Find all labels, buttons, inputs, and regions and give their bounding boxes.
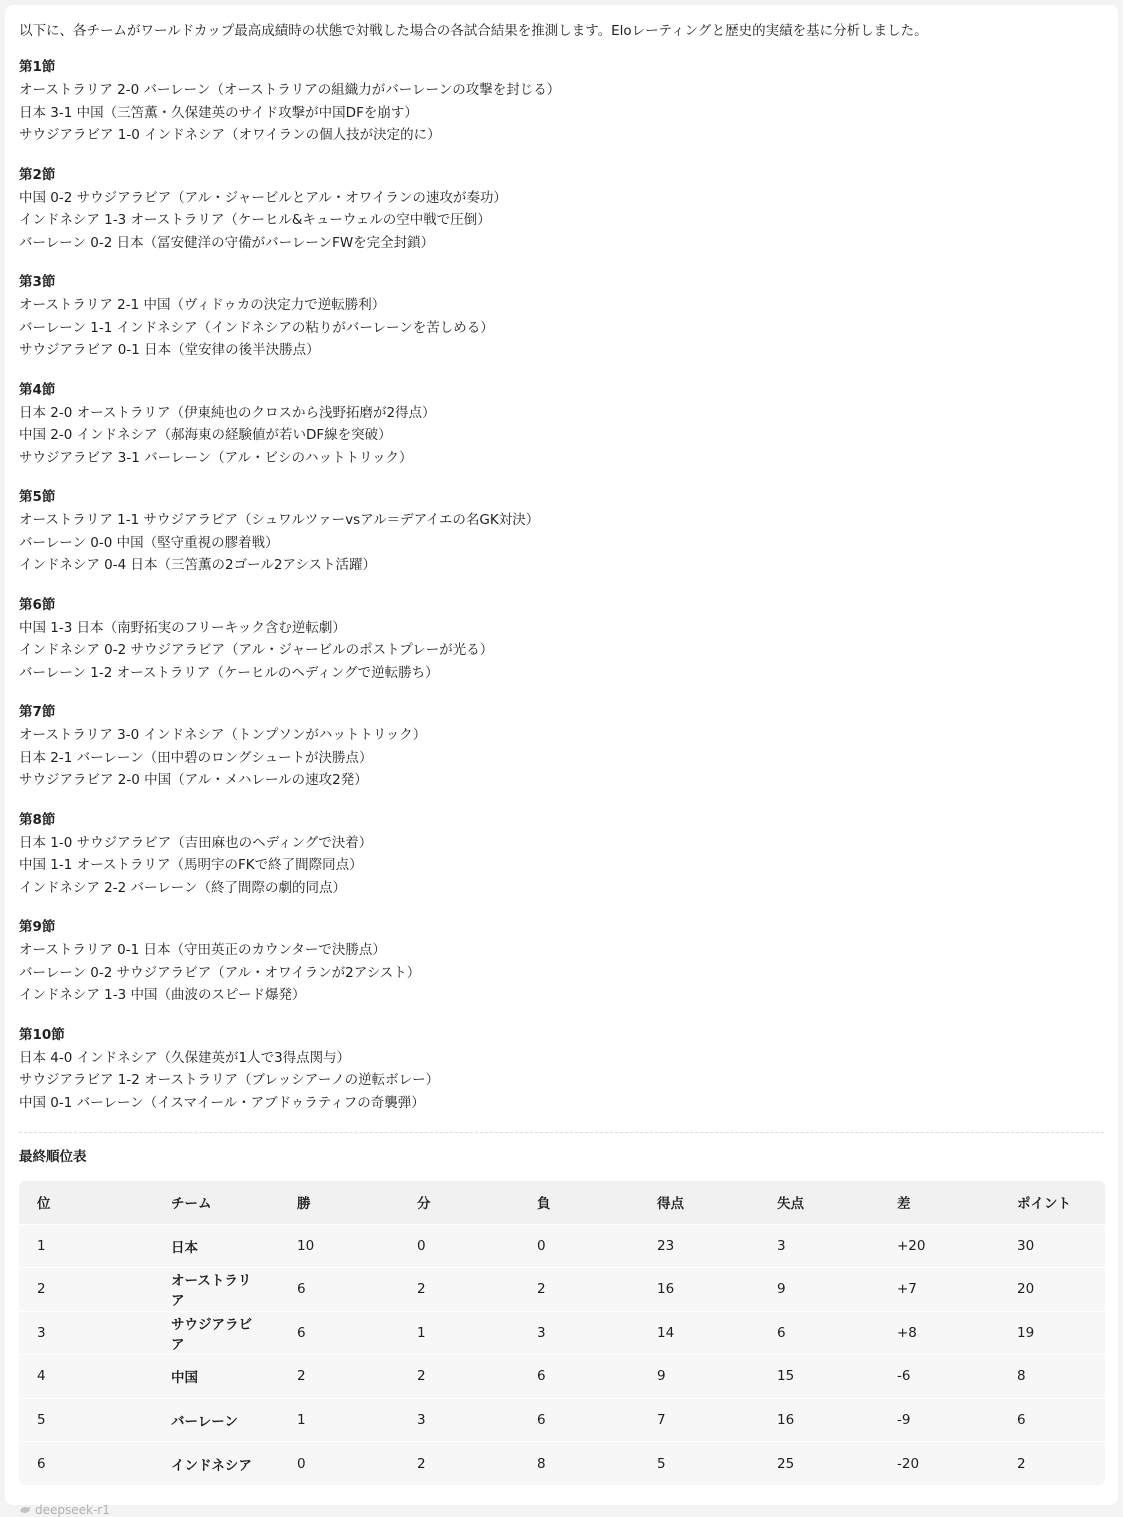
- table-cell: -6: [879, 1355, 999, 1399]
- standings-table: [19, 1181, 1105, 1485]
- table-row: [19, 1268, 1105, 1312]
- table-cell: +20: [879, 1224, 999, 1268]
- table-cell: 30: [999, 1224, 1105, 1268]
- table-cell: 1: [19, 1224, 153, 1268]
- table-cell: 3: [519, 1311, 639, 1355]
- match-result: 日本 1-0 サウジアラビア（吉田麻也のヘディングで決着）: [19, 834, 373, 851]
- table-cell: -9: [879, 1398, 999, 1442]
- match-result: オーストラリア 3-0 インドネシア（トンプソンがハットトリック）: [19, 727, 427, 743]
- table-row: [19, 1442, 1105, 1486]
- match-result: インドネシア 1-3 オーストラリア（ケーヒル&キューウェルの空中戦で圧倒）: [19, 212, 491, 228]
- table-cell: 6: [279, 1268, 399, 1312]
- table-cell: 0: [399, 1224, 519, 1268]
- match-result: バーレーン 0-0 中国（堅守重視の膠着戦）: [19, 534, 279, 551]
- column-header: チーム: [153, 1181, 279, 1224]
- team-name-cell: 日本: [153, 1224, 279, 1268]
- table-cell: 6: [19, 1442, 153, 1486]
- match-result: サウジアラビア 1-0 インドネシア（オワイランの個人技が決定的に）: [19, 127, 441, 143]
- match-result: サウジアラビア 1-2 オーストラリア（ブレッシアーノの逆転ボレー）: [19, 1072, 440, 1088]
- divider: [19, 1132, 1104, 1133]
- match-result: オーストラリア 2-0 バーレーン（オーストラリアの組織力がバーレーンの攻撃を封じる）: [19, 82, 561, 98]
- table-cell: 16: [639, 1268, 759, 1312]
- table-cell: 4: [19, 1355, 153, 1399]
- table-cell: 3: [759, 1224, 879, 1268]
- table-cell: 1: [399, 1311, 519, 1355]
- column-header: ポイント: [999, 1181, 1105, 1224]
- round-block: [19, 165, 1104, 255]
- round-block: [19, 380, 1104, 470]
- match-result: 日本 2-1 バーレーン（田中碧のロングシュートが決勝点）: [19, 749, 373, 766]
- round-title: 第3節: [19, 274, 56, 290]
- table-cell: 9: [639, 1355, 759, 1399]
- table-cell: 14: [639, 1311, 759, 1355]
- table-cell: 3: [19, 1311, 153, 1355]
- match-result: 中国 0-2 サウジアラビア（アル・ジャービルとアル・オワイランの速攻が奏功）: [19, 189, 507, 206]
- table-header-row: [19, 1181, 1105, 1224]
- table-cell: 1: [279, 1398, 399, 1442]
- table-cell: 2: [19, 1268, 153, 1312]
- table-row: [19, 1311, 1105, 1355]
- round-block: [19, 702, 1104, 792]
- table-cell: 2: [399, 1442, 519, 1486]
- table-body: [19, 1224, 1105, 1485]
- match-result: 中国 0-1 バーレーン（イスマイール・アブドゥラティフの奇襲弾）: [19, 1094, 425, 1111]
- team-name-cell: オーストラリア: [153, 1268, 279, 1312]
- table-cell: 2: [519, 1268, 639, 1312]
- round-title: 第5節: [19, 489, 56, 505]
- table-row: [19, 1398, 1105, 1442]
- round-title: 第6節: [19, 596, 56, 613]
- match-result: バーレーン 0-2 日本（冨安健洋の守備がバーレーンFWを完全封鎖）: [19, 234, 435, 251]
- match-result: 日本 3-1 中国（三笘薫・久保建英のサイド攻撃が中国DFを崩す）: [19, 104, 418, 121]
- match-result: バーレーン 1-2 オーストラリア（ケーヒルのヘディングで逆転勝ち）: [19, 664, 439, 681]
- round-block: [19, 272, 1104, 362]
- match-result: サウジアラビア 2-0 中国（アル・メハレールの速攻2発）: [19, 772, 368, 788]
- column-header: 勝: [279, 1181, 399, 1224]
- match-result: インドネシア 0-4 日本（三笘薫の2ゴール2アシスト活躍）: [19, 557, 376, 573]
- table-cell: 6: [519, 1355, 639, 1399]
- round-block: [19, 595, 1104, 685]
- match-result: 中国 1-1 オーストラリア（馬明宇のFKで終了間際同点）: [19, 857, 363, 873]
- round-title: 第4節: [19, 381, 56, 398]
- match-result: 中国 2-0 インドネシア（郝海東の経験値が若いDF線を突破）: [19, 427, 392, 443]
- table-cell: 2: [279, 1355, 399, 1399]
- column-header: 差: [879, 1181, 999, 1224]
- match-result: 中国 1-3 日本（南野拓実のフリーキック含む逆転劇）: [19, 619, 346, 636]
- table-cell: 25: [759, 1442, 879, 1486]
- round-title: 第8節: [19, 811, 56, 828]
- round-block: [19, 1025, 1104, 1115]
- team-name-cell: バーレーン: [153, 1398, 279, 1442]
- round-title: 第1節: [19, 59, 56, 75]
- match-result: サウジアラビア 3-1 バーレーン（アル・ビシのハットトリック）: [19, 449, 413, 466]
- column-header: 負: [519, 1181, 639, 1224]
- match-result: インドネシア 2-2 バーレーン（終了間際の劇的同点）: [19, 879, 346, 896]
- match-result: インドネシア 0-2 サウジアラビア（アル・ジャービルのポストプレーが光る）: [19, 642, 494, 658]
- table-cell: 6: [279, 1311, 399, 1355]
- table-cell: 2: [999, 1442, 1105, 1486]
- whale-icon: [19, 1504, 31, 1516]
- table-cell: 15: [759, 1355, 879, 1399]
- table-cell: +7: [879, 1268, 999, 1312]
- match-result: サウジアラビア 0-1 日本（堂安律の後半決勝点）: [19, 342, 320, 358]
- match-result: オーストラリア 2-1 中国（ヴィドゥカの決定力で逆転勝利）: [19, 297, 386, 313]
- table-cell: 10: [279, 1224, 399, 1268]
- round-title: 第10節: [19, 1026, 65, 1043]
- table-cell: 6: [759, 1311, 879, 1355]
- table-cell: 9: [759, 1268, 879, 1312]
- match-result: インドネシア 1-3 中国（曲波のスピード爆発）: [19, 987, 306, 1003]
- table-cell: 20: [999, 1268, 1105, 1312]
- table-cell: 6: [999, 1398, 1105, 1442]
- model-footer: [19, 1503, 1104, 1517]
- table-cell: 8: [999, 1355, 1105, 1399]
- match-result: バーレーン 1-1 インドネシア（インドネシアの粘りがバーレーンを苦しめる）: [19, 319, 494, 336]
- round-title: 第7節: [19, 704, 56, 720]
- table-cell: 6: [519, 1398, 639, 1442]
- table-cell: 19: [999, 1311, 1105, 1355]
- table-cell: 23: [639, 1224, 759, 1268]
- response-card: [5, 5, 1118, 1517]
- table-cell: 2: [399, 1268, 519, 1312]
- table-cell: 5: [639, 1442, 759, 1486]
- team-name-cell: サウジアラビア: [153, 1311, 279, 1355]
- match-result: バーレーン 0-2 サウジアラビア（アル・オワイランが2アシスト）: [19, 964, 421, 981]
- table-cell: 2: [399, 1355, 519, 1399]
- table-row: [19, 1224, 1105, 1268]
- table-cell: 16: [759, 1398, 879, 1442]
- match-result: 日本 4-0 インドネシア（久保建英が1人で3得点関与）: [19, 1049, 351, 1066]
- table-cell: 0: [519, 1224, 639, 1268]
- rounds-list: [19, 57, 1104, 1114]
- table-cell: 7: [639, 1398, 759, 1442]
- table-cell: 8: [519, 1442, 639, 1486]
- standings-table-wrap: [19, 1181, 1105, 1485]
- table-cell: 3: [399, 1398, 519, 1442]
- table-cell: -20: [879, 1442, 999, 1486]
- round-block: [19, 810, 1104, 900]
- column-header: 失点: [759, 1181, 879, 1224]
- column-header: 分: [399, 1181, 519, 1224]
- standings-title: 最終順位表: [19, 1149, 87, 1165]
- team-name-cell: インドネシア: [153, 1442, 279, 1486]
- round-title: 第2節: [19, 166, 56, 183]
- round-title: 第9節: [19, 919, 56, 935]
- column-header: 得点: [639, 1181, 759, 1224]
- model-name: deepseek-r1: [35, 1503, 110, 1517]
- table-cell: +8: [879, 1311, 999, 1355]
- match-result: オーストラリア 1-1 サウジアラビア（シュワルツァーvsアル＝デアイエの名GK対決）: [19, 512, 540, 528]
- team-name-cell: 中国: [153, 1355, 279, 1399]
- table-cell: 5: [19, 1398, 153, 1442]
- intro-text: 以下に、各チームがワールドカップ最高成績時の状態で対戦した場合の各試合結果を推測します。Eloレーティングと歴史的実績を基に分析しました。: [19, 23, 928, 39]
- column-header: 位: [19, 1181, 153, 1224]
- round-block: [19, 917, 1104, 1007]
- match-result: 日本 2-0 オーストラリア（伊東純也のクロスから浅野拓磨が2得点）: [19, 404, 436, 421]
- table-row: [19, 1355, 1105, 1399]
- round-block: [19, 487, 1104, 577]
- round-block: [19, 57, 1104, 147]
- match-result: オーストラリア 0-1 日本（守田英正のカウンターで決勝点）: [19, 942, 386, 958]
- table-cell: 0: [279, 1442, 399, 1486]
